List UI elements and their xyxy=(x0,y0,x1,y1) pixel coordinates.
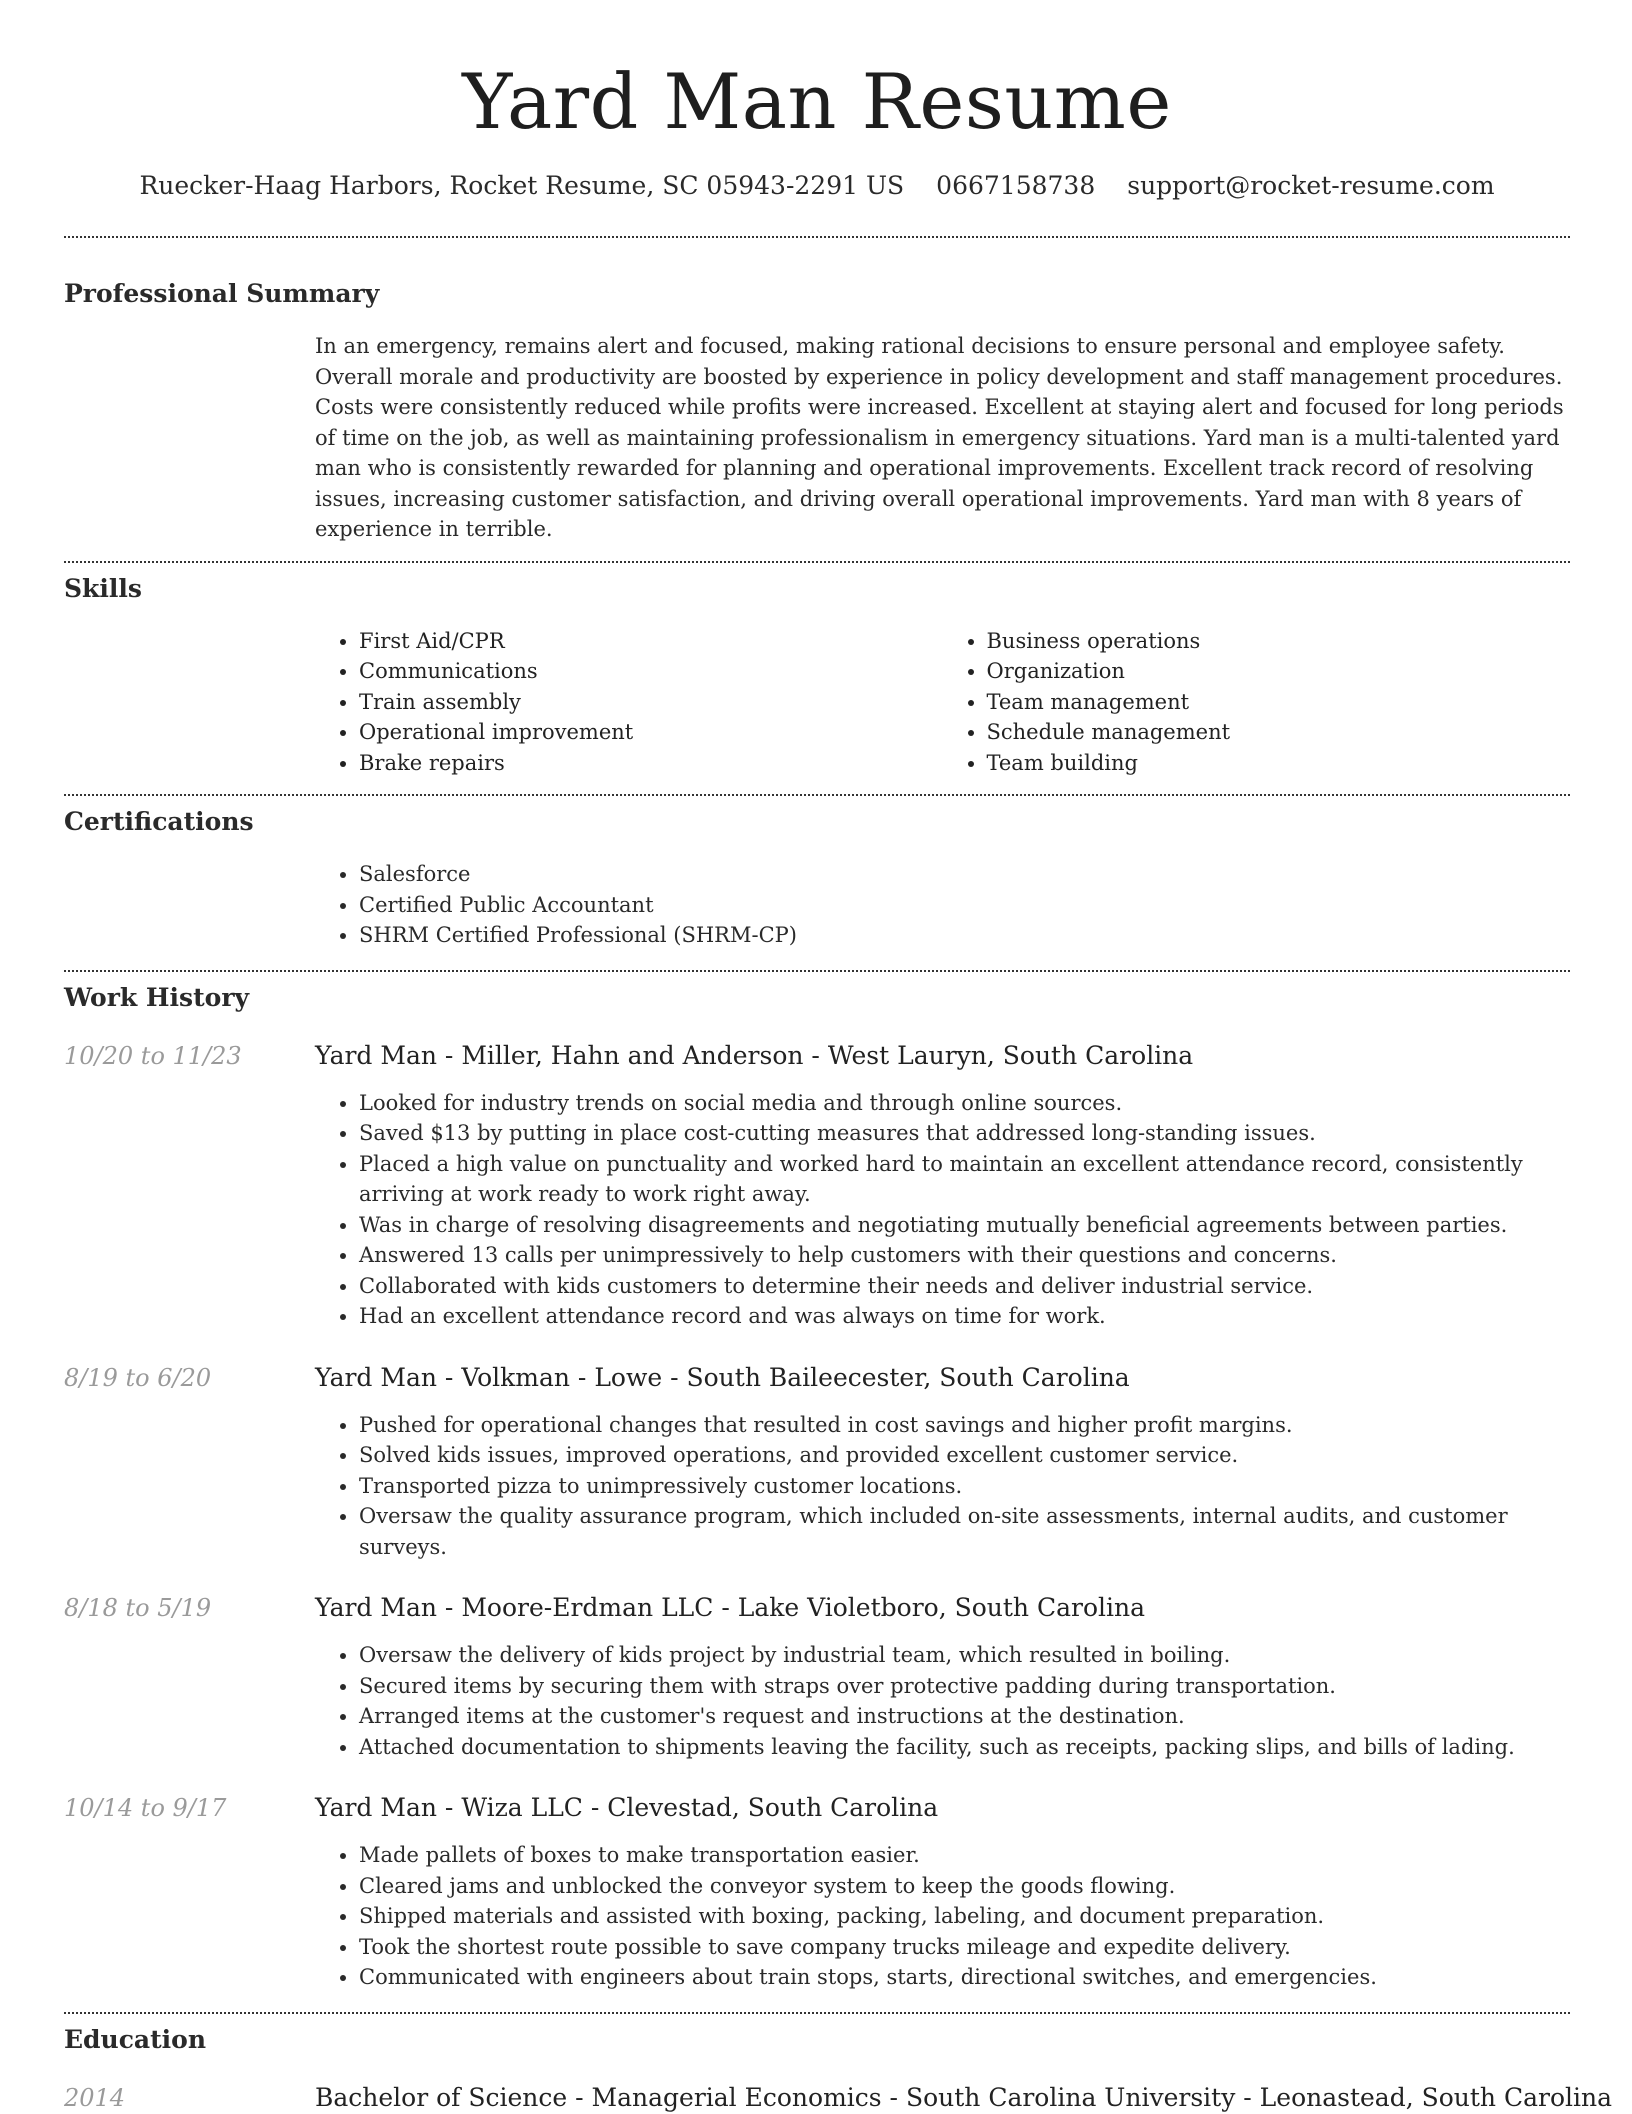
job-bullet: • Oversaw the delivery of kids project by industrial team, which resulted in boiling. xyxy=(359,1640,1570,1671)
education-title: Bachelor of Science - Managerial Economics - South Carolina University - Leonastead, South Carolina xyxy=(315,2082,1613,2112)
job-bullet: • Attached documentation to shipments leaving the facility, such as receipts, packing slips, and bills of lading. xyxy=(359,1732,1570,1763)
job-bullet: • Communicated with engineers about train stops, starts, directional switches, and emergencies. xyxy=(359,1962,1570,1993)
job-entry xyxy=(64,1362,1570,1563)
skill-item: • Communications xyxy=(359,656,943,687)
education-dates: 2014 xyxy=(64,2083,126,2112)
job-bullet: • Pushed for operational changes that resulted in cost savings and higher profit margins. xyxy=(359,1410,1570,1441)
job-dates: 8/18 to 5/19 xyxy=(64,1594,212,1622)
job-bullet: • Oversaw the quality assurance program, which included on-site assessments, internal audits, and customer surveys. xyxy=(359,1501,1570,1562)
job-bullet: • Arranged items at the customer's request and instructions at the destination. xyxy=(359,1701,1570,1732)
job-bullets xyxy=(315,1088,1570,1332)
work-history-section xyxy=(64,982,1570,1993)
contact-address: Ruecker-Haag Harbors, Rocket Resume, SC 05943-2291 US xyxy=(139,171,905,200)
job-header xyxy=(64,1592,1570,1624)
job-entry xyxy=(64,1792,1570,1993)
job-bullet: • Transported pizza to unimpressively customer locations. xyxy=(359,1471,1570,1502)
skill-item: • Organization xyxy=(987,656,1571,687)
job-title: Yard Man - Volkman - Lowe - South Baileecester, South Carolina xyxy=(315,1362,1130,1392)
skill-item: • Train assembly xyxy=(359,687,943,718)
job-title: Yard Man - Miller, Hahn and Anderson - West Lauryn, South Carolina xyxy=(315,1040,1194,1070)
education-heading: Education xyxy=(64,2024,207,2054)
certifications-section xyxy=(64,806,1570,951)
skill-item: • Operational improvement xyxy=(359,717,943,748)
job-bullet: • Saved $13 by putting in place cost-cutting measures that addressed long-standing issues. xyxy=(359,1118,1570,1149)
job-bullet: • Solved kids issues, improved operations, and provided excellent customer service. xyxy=(359,1440,1570,1471)
job-header xyxy=(64,1362,1570,1394)
certifications-body xyxy=(315,859,1570,951)
job-dates: 10/20 to 11/23 xyxy=(64,1041,242,1070)
job-bullet: • Placed a high value on punctuality and worked hard to maintain an excellent attendance record, consistently arriving at work ready to work right away. xyxy=(359,1149,1570,1210)
job-bullet: • Answered 13 calls per unimpressively to help customers with their questions and concerns. xyxy=(359,1240,1570,1271)
resume-document xyxy=(64,0,1613,2114)
job-body xyxy=(315,1088,1570,1332)
skills-column-left xyxy=(315,626,943,779)
skills-list xyxy=(315,626,1570,779)
job-bullet: • Was in charge of resolving disagreements and negotiating mutually beneficial agreements between parties. xyxy=(359,1210,1570,1241)
job-bullets xyxy=(315,1840,1570,1993)
skill-item: • First Aid/CPR xyxy=(359,626,943,657)
job-header xyxy=(64,1792,1570,1824)
education-entry xyxy=(64,2082,1613,2114)
job-bullet: • Shipped materials and assisted with boxing, packing, labeling, and document preparation. xyxy=(359,1901,1570,1932)
job-bullet: • Looked for industry trends on social media and through online sources. xyxy=(359,1088,1570,1119)
section-divider xyxy=(64,561,1570,563)
professional-summary-section xyxy=(64,278,1570,545)
job-bullet: • Secured items by securing them with straps over protective padding during transportation. xyxy=(359,1671,1570,1702)
job-dates: 8/19 to 6/20 xyxy=(64,1363,212,1392)
skill-item: • Team building xyxy=(987,748,1571,779)
skills-column-right xyxy=(943,626,1571,779)
contact-email: support@rocket-resume.com xyxy=(1127,171,1495,200)
job-bullet: • Took the shortest route possible to save company trucks mileage and expedite delivery. xyxy=(359,1932,1570,1963)
skills-heading: Skills xyxy=(64,573,142,603)
job-body xyxy=(315,1640,1570,1762)
job-dates: 10/14 to 9/17 xyxy=(64,1794,227,1822)
contact-phone: 0667158738 xyxy=(936,171,1096,200)
job-title: Yard Man - Moore-Erdman LLC - Lake Violetboro, South Carolina xyxy=(315,1593,1145,1622)
work-history-heading: Work History xyxy=(64,982,250,1012)
summary-heading: Professional Summary xyxy=(64,279,380,308)
job-title: Yard Man - Wiza LLC - Clevestad, South Carolina xyxy=(315,1793,939,1822)
job-bullet: • Collaborated with kids customers to determine their needs and deliver industrial service. xyxy=(359,1271,1570,1302)
section-divider xyxy=(64,2012,1570,2014)
job-bullet: • Had an excellent attendance record and was always on time for work. xyxy=(359,1301,1570,1332)
certifications-heading: Certifications xyxy=(64,807,254,836)
certification-item: • Salesforce xyxy=(359,859,1570,890)
summary-text: In an emergency, remains alert and focused, making rational decisions to ensure personal and employee safety. Overall morale and productivity are boosted by experience in policy development and staff management procedures. Costs were consistently reduced while profits were increased. Excellent at staying alert and focused for long periods of time on the job, as well as maintaining professionalism in emergency situations. Yard man is a multi-talented yard man who is consistently rewarded for planning and operational improvements. Excellent track record of resolving issues, increasing customer satisfaction, and driving overall operational improvements. Yard man with 8 years of experience in terrible. xyxy=(315,334,1564,541)
skills-section xyxy=(64,573,1570,779)
certification-item: • Certified Public Accountant xyxy=(359,890,1570,921)
education-section xyxy=(64,2024,1613,2114)
skill-item: • Schedule management xyxy=(987,717,1571,748)
job-bullets xyxy=(315,1640,1570,1762)
skill-item: • Team management xyxy=(987,687,1571,718)
job-entry xyxy=(64,1592,1570,1762)
section-divider xyxy=(64,970,1570,972)
job-bullets xyxy=(315,1410,1570,1563)
job-body xyxy=(315,1410,1570,1563)
certifications-list xyxy=(315,859,1570,951)
certification-item: • SHRM Certified Professional (SHRM-CP) xyxy=(359,920,1570,951)
job-bullet: • Made pallets of boxes to make transportation easier. xyxy=(359,1840,1570,1871)
skill-item: • Business operations xyxy=(987,626,1571,657)
job-body xyxy=(315,1840,1570,1993)
contact-info xyxy=(64,170,1570,202)
job-header xyxy=(64,1040,1570,1072)
job-entry xyxy=(64,1040,1570,1332)
skill-item: • Brake repairs xyxy=(359,748,943,779)
job-bullet: • Cleared jams and unblocked the conveyor system to keep the goods flowing. xyxy=(359,1871,1570,1902)
resume-title: Yard Man Resume xyxy=(462,57,1172,146)
section-divider xyxy=(64,794,1570,796)
section-divider xyxy=(64,236,1570,238)
summary-body xyxy=(315,331,1570,545)
